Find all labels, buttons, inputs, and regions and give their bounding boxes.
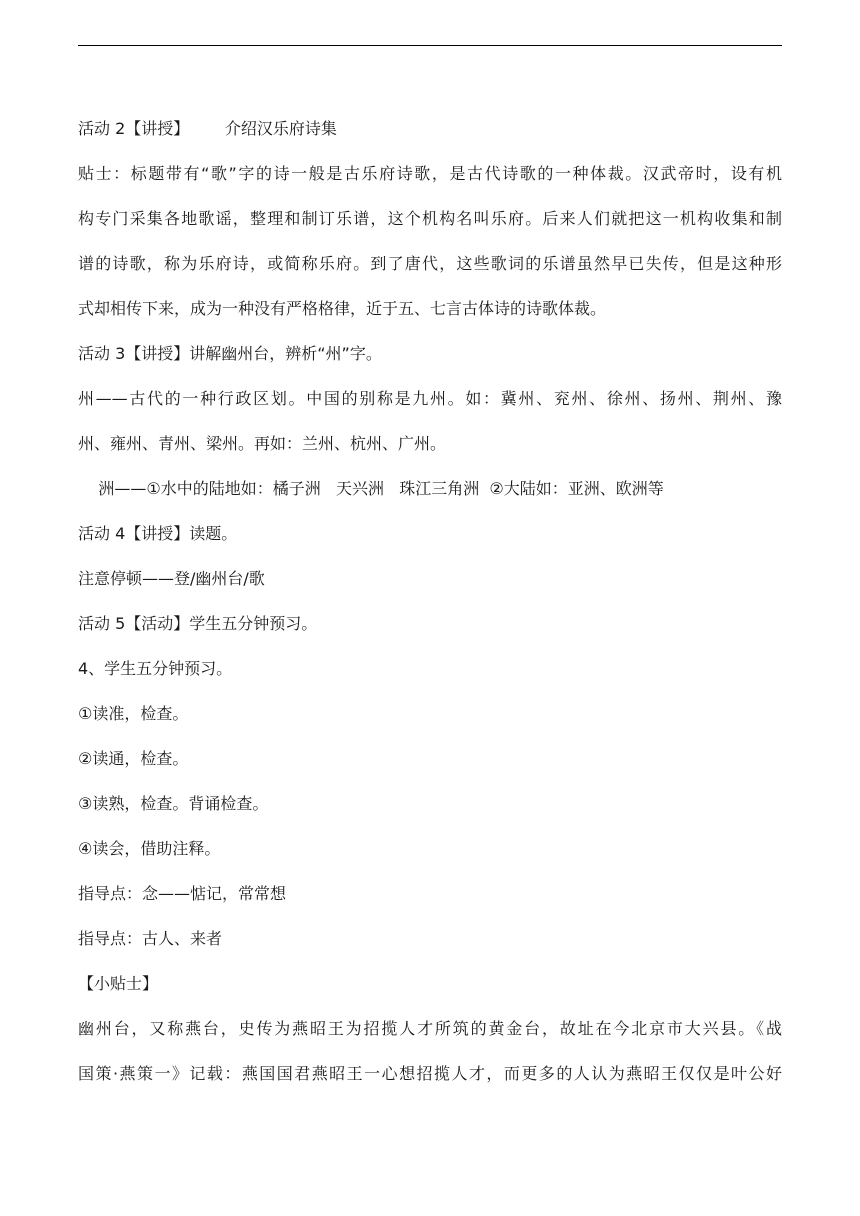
pause-note: 注意停顿——登/幽州台/歌 — [78, 569, 265, 588]
activity-4-heading: 活动 4【讲授】读题。 — [78, 524, 238, 543]
tip-paragraph-line-1: 贴士：标题带有“歌”字的诗一般是古乐府诗歌，是古代诗歌的一种体裁。汉武帝时，设有机 — [78, 164, 782, 183]
youzhou-tai-paragraph-line-1: 幽州台，又称燕台，史传为燕昭王为招揽人才所筑的黄金台，故址在今北京市大兴县。《战 — [78, 1019, 782, 1038]
header-rule — [78, 45, 782, 46]
preview-step-heading: 4、学生五分钟预习。 — [78, 659, 233, 678]
tip-paragraph-line-4: 式却相传下来，成为一种没有严格格律，近于五、七言古体诗的诗歌体裁。 — [78, 299, 607, 318]
youzhou-tai-paragraph-line-2: 国策·燕策一》记载：燕国国君燕昭王一心想招揽人才，而更多的人认为燕昭王仅仅是叶公好 — [78, 1064, 782, 1083]
activity-5-heading: 活动 5【活动】学生五分钟预习。 — [78, 614, 318, 633]
document-body — [78, 106, 782, 1096]
guidance-point-2: 指导点：古人、来者 — [78, 929, 223, 948]
preview-step-1: ①读准，检查。 — [78, 704, 189, 723]
preview-step-2: ②读通，检查。 — [78, 749, 189, 768]
guidance-point-1: 指导点：念——惦记，常常想 — [78, 884, 287, 903]
zhou-water-definition: 洲——①水中的陆地如：橘子洲 天兴洲 珠江三角洲 ②大陆如：亚洲、欧洲等 — [78, 479, 664, 498]
activity-2-heading: 活动 2【讲授】 介绍汉乐府诗集 — [78, 119, 337, 138]
activity-3-heading: 活动 3【讲授】讲解幽州台，辨析“州”字。 — [78, 344, 382, 363]
preview-step-3: ③读熟，检查。背诵检查。 — [78, 794, 269, 813]
tip-paragraph-line-2: 构专门采集各地歌谣，整理和制订乐谱，这个机构名叫乐府。后来人们就把这一机构收集和制 — [78, 209, 782, 228]
tips-heading: 【小贴士】 — [78, 974, 159, 993]
zhou-definition-line-2: 州、雍州、青州、梁州。再如：兰州、杭州、广州。 — [78, 434, 447, 453]
preview-step-4: ④读会，借助注释。 — [78, 839, 221, 858]
zhou-definition-line-1: 州——古代的一种行政区划。中国的别称是九州。如：冀州、兖州、徐州、扬州、荆州、豫 — [78, 389, 782, 408]
tip-paragraph-line-3: 谱的诗歌，称为乐府诗，或简称乐府。到了唐代，这些歌词的乐谱虽然早已失传，但是这种形 — [78, 254, 782, 273]
